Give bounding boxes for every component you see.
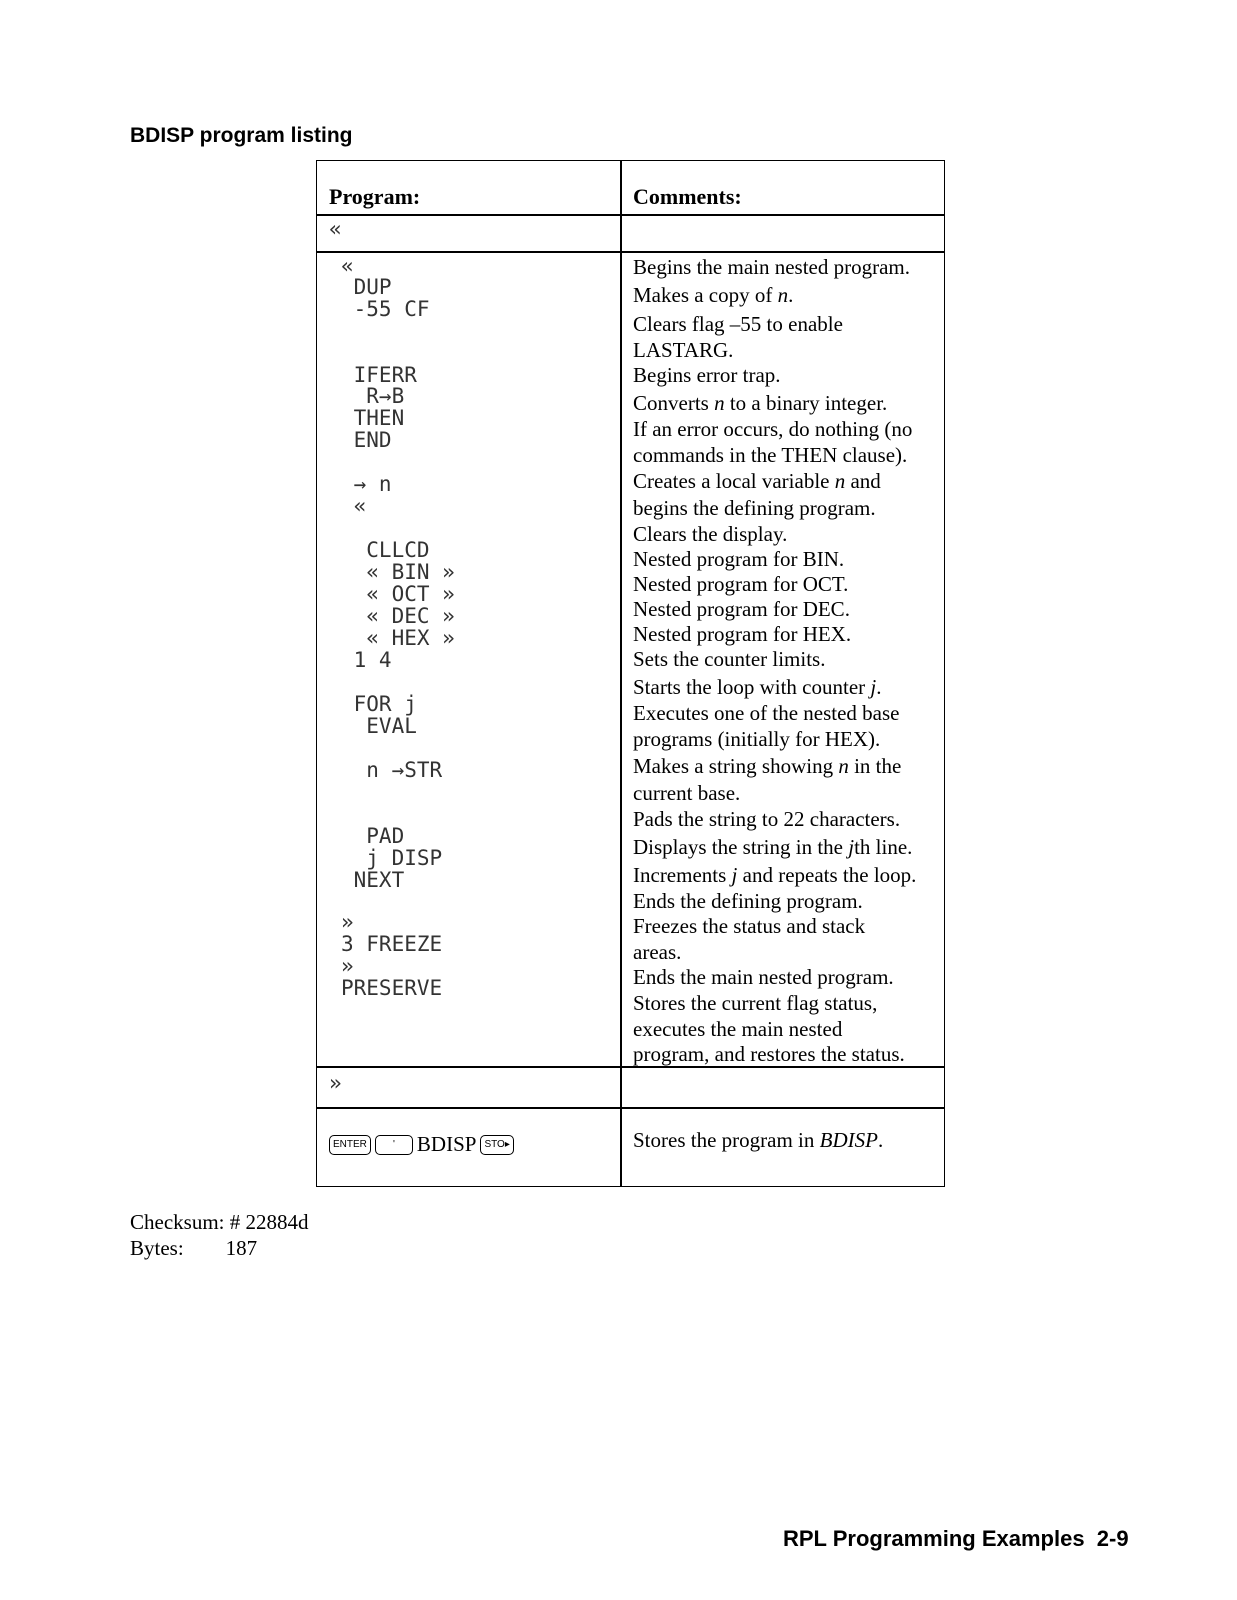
comments-column-header: Comments: [633, 184, 742, 209]
comment-line: Starts the loop with counter j. [633, 675, 882, 699]
code-line: « [341, 254, 354, 278]
comment-line: Clears flag –55 to enable [633, 312, 843, 336]
program-name: BDISP [416, 1132, 477, 1156]
code-line: R→B [341, 384, 405, 408]
code-line: IFERR [341, 363, 417, 387]
comment-line: Freezes the status and stack [633, 914, 866, 938]
code-line: CLLCD [341, 538, 430, 562]
code-line: » [341, 910, 354, 934]
outer-close-delimiter: » [329, 1071, 342, 1095]
code-line: PAD [341, 824, 405, 848]
code-line: PRESERVE [341, 976, 443, 1000]
code-line: n →STR [341, 758, 443, 782]
store-comment [633, 1127, 883, 1153]
code-line: DUP [341, 275, 392, 299]
code-line: → n [341, 472, 392, 496]
code-line: END [341, 428, 392, 452]
comment-line: Sets the counter limits. [633, 647, 826, 671]
comment-line: Nested program for OCT. [633, 572, 849, 596]
sto-key: STO▸ [480, 1135, 513, 1155]
comment-line: Executes one of the nested base [633, 701, 900, 725]
store-comment-name: BDISP [819, 1128, 878, 1152]
enter-key: ENTER [329, 1135, 371, 1155]
row-rule [317, 251, 944, 253]
code-line: -55 CF [341, 297, 430, 321]
code-line: « [341, 494, 367, 518]
comment-line: Displays the string in the jth line. [633, 835, 913, 859]
comment-line: Begins the main nested program. [633, 255, 911, 279]
comment-line: Makes a string showing n in the [633, 754, 902, 778]
comment-line: Pads the string to 22 characters. [633, 807, 901, 831]
comment-line: programs (initially for HEX). [633, 727, 881, 751]
store-keystrokes [329, 1132, 514, 1157]
page-footer: RPL Programming Examples 2-9 [783, 1526, 1129, 1551]
store-comment-end: . [877, 1128, 884, 1152]
code-line: FOR j [341, 692, 417, 716]
bytes: Bytes: 187 [130, 1236, 258, 1260]
comment-line: Nested program for DEC. [633, 597, 850, 621]
comment-line: Begins error trap. [633, 363, 781, 387]
comment-line: Nested program for HEX. [633, 622, 852, 646]
section-title: BDISP program listing [130, 124, 353, 147]
program-listing-table [316, 160, 945, 1187]
header-rule [317, 214, 944, 216]
comment-line: commands in the THEN clause). [633, 443, 908, 467]
comment-line: executes the main nested [633, 1017, 843, 1041]
code-line: NEXT [341, 868, 405, 892]
checksum: Checksum: # 22884d [130, 1210, 309, 1234]
comment-line: Ends the main nested program. [633, 965, 894, 989]
code-line: « BIN » [341, 560, 455, 584]
outer-open-delimiter: « [329, 217, 342, 241]
code-line: « DEC » [341, 604, 455, 628]
comment-line: Creates a local variable n and [633, 469, 881, 493]
column-divider [620, 161, 622, 1186]
comment-line: Increments j and repeats the loop. [633, 863, 917, 887]
comment-line: Ends the defining program. [633, 889, 863, 913]
comment-line: Clears the display. [633, 522, 788, 546]
quote-key: ' [375, 1135, 413, 1155]
comment-line: If an error occurs, do nothing (no [633, 417, 913, 441]
comment-line: current base. [633, 781, 741, 805]
program-column-header: Program: [329, 184, 421, 209]
code-line: 3 FREEZE [341, 932, 443, 956]
comment-line: Nested program for BIN. [633, 547, 845, 571]
code-line: EVAL [341, 714, 417, 738]
comment-line: begins the defining program. [633, 496, 876, 520]
comment-line: Makes a copy of n. [633, 283, 794, 307]
code-line: j DISP [341, 846, 443, 870]
comment-line: LASTARG. [633, 338, 734, 362]
code-line: » [341, 954, 354, 978]
comment-line: areas. [633, 940, 682, 964]
comment-line: program, and restores the status. [633, 1042, 905, 1066]
comment-line: Converts n to a binary integer. [633, 391, 888, 415]
row-rule [317, 1107, 944, 1109]
store-comment-text: Stores the program in [633, 1128, 820, 1152]
code-line: THEN [341, 406, 405, 430]
comment-line: Stores the current flag status, [633, 991, 878, 1015]
code-line: 1 4 [341, 648, 392, 672]
code-line: « OCT » [341, 582, 455, 606]
code-line: « HEX » [341, 626, 455, 650]
